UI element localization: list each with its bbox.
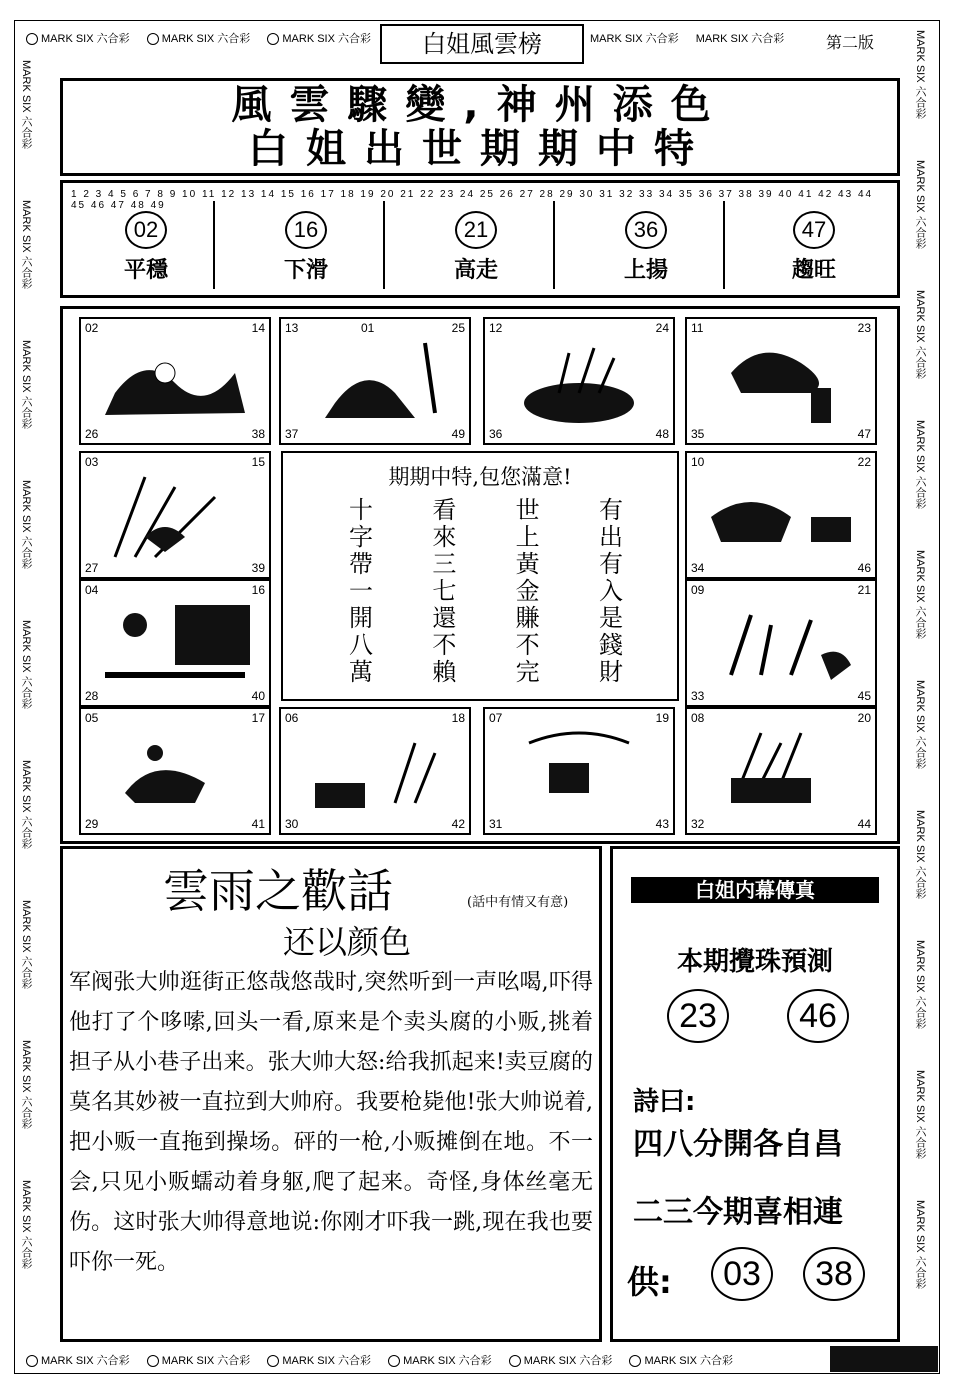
poem-column	[508, 497, 548, 691]
watermark: MARK SIX 六合彩	[20, 60, 32, 149]
card-number: 38	[251, 427, 265, 441]
poem-char: 還	[432, 604, 457, 632]
poem-column	[341, 497, 381, 691]
watermark: MARK SIX 六合彩	[20, 900, 32, 989]
card-number: 22	[857, 455, 871, 469]
poem-char: 萬	[349, 658, 373, 686]
poem-char: 八	[349, 631, 373, 659]
card-number: 25	[451, 321, 465, 335]
card-number: 46	[857, 561, 871, 575]
supply-number: 38	[803, 1247, 865, 1301]
picture-card	[279, 317, 471, 445]
number-bar	[60, 180, 900, 298]
card-number: 44	[857, 817, 871, 831]
tip-heading: 白姐内幕傳真	[631, 877, 879, 903]
pick-item	[223, 211, 389, 291]
watermark: MARK SIX 六合彩	[914, 30, 926, 119]
card-number: 18	[451, 711, 465, 725]
watermark: MARK SIX 六合彩	[914, 290, 926, 379]
pick-number: 16	[285, 211, 327, 249]
poem-char: 不	[515, 631, 540, 659]
card-number: 08	[691, 711, 705, 725]
watermark: MARK SIX 六合彩	[914, 1200, 926, 1289]
pick-label: 下滑	[283, 258, 328, 283]
ink-painting-icon	[95, 723, 255, 819]
card-number: 06	[285, 711, 299, 725]
watermark: MARK SIX 六合彩	[914, 550, 926, 639]
card-number: 13	[285, 321, 299, 335]
poem-char: 完	[515, 658, 540, 686]
slogan-box	[60, 78, 900, 176]
card-number: 03	[85, 455, 99, 469]
poem-char: 七	[432, 577, 457, 605]
watermark: MARK SIX 六合彩	[20, 480, 32, 569]
card-number: 23	[857, 321, 871, 335]
card-number: 21	[857, 583, 871, 597]
poem-columns	[341, 497, 631, 691]
ink-painting-icon	[499, 333, 659, 429]
watermark: MARK SIX 六合彩	[914, 680, 926, 769]
watermark: MARK SIX 六合彩	[26, 1352, 130, 1368]
card-number: 20	[857, 711, 871, 725]
pick-label: 高走	[453, 258, 498, 283]
poem-char: 黃	[515, 550, 540, 578]
card-number: 29	[85, 817, 99, 831]
ink-painting-icon	[95, 595, 255, 691]
card-number: 31	[489, 817, 503, 831]
card-number: 35	[691, 427, 705, 441]
poem-char: 財	[598, 658, 623, 686]
pick-label: 趨旺	[791, 258, 836, 283]
picture-card	[279, 707, 471, 835]
ink-painting-icon	[701, 595, 861, 691]
card-number: 37	[285, 427, 299, 441]
card-number: 41	[251, 817, 265, 831]
watermark: MARK SIX 六合彩	[914, 1070, 926, 1159]
card-number: 27	[85, 561, 99, 575]
page-title: 白姐風雲榜	[380, 24, 584, 64]
watermark: MARK SIX 六合彩	[509, 1352, 613, 1368]
poem-char: 字	[349, 523, 373, 551]
card-number: 07	[489, 711, 503, 725]
watermark: MARK SIX 六合彩	[629, 1352, 733, 1368]
poem-heading: 期期中特,包您滿意!	[388, 465, 572, 489]
watermark: MARK SIX 六合彩	[914, 160, 926, 249]
card-number: 14	[251, 321, 265, 335]
poem-char: 上	[515, 523, 540, 551]
card-number: 05	[85, 711, 99, 725]
story-title: 雲雨之歡話	[163, 864, 393, 918]
poem-char: 出	[598, 523, 623, 551]
forecast-number: 23	[667, 989, 729, 1043]
ink-painting-icon	[701, 333, 861, 429]
card-number: 15	[251, 455, 265, 469]
picture-card	[685, 579, 877, 707]
picture-card	[685, 317, 877, 445]
card-number: 01	[361, 321, 375, 335]
watermark: MARK SIX 六合彩	[914, 810, 926, 899]
slogan-line-1: 風雲驟變,神州添色	[231, 82, 729, 128]
poem-char: 不	[432, 631, 457, 659]
card-number: 30	[285, 817, 299, 831]
pick-label: 平穩	[123, 258, 168, 283]
card-number: 43	[655, 817, 669, 831]
card-number: 40	[251, 689, 265, 703]
poem-char: 是	[598, 604, 623, 632]
poem-label: 詩曰:	[633, 1087, 696, 1117]
card-number: 12	[489, 321, 503, 335]
card-number: 36	[489, 427, 503, 441]
card-number: 28	[85, 689, 99, 703]
card-number: 04	[85, 583, 99, 597]
story-text: 军阀张大帅逛街正悠哉悠哉时,突然听到一声吆喝,吓得他打了个哆嗦,回头一看,原来是个卖头腐的小贩,挑着担子从小巷子出来。张大帅大怒:给我抓起来!卖豆腐的莫名其妙被一直拉到大帅府。我要枪毙他!张大帅说着,把小贩一直拖到操场。砰的一枪,小贩摊倒在地。不一会,只见小贩蠕动着身躯,爬了起来。奇怪,身体丝毫无伤。这时张大帅得意地说:你刚才吓我一跳,现在我也要吓你一死。	[69, 970, 593, 1275]
picture-card	[79, 579, 271, 707]
poem-line: 四八分開各自昌	[633, 1127, 843, 1162]
watermark: MARK SIX 六合彩	[20, 620, 32, 709]
poem-char: 三	[432, 550, 457, 578]
tip-section	[610, 846, 900, 1342]
story-subtitle: 还以颜色	[283, 923, 412, 961]
number-strip: 1 2 3 4 5 6 7 8 9 10 11 12 13 14 15 16 17 18 19 20 21 22 23 24 25 26 27 28 29 30 31 32 33 34 35 36 37 38 39 40 41 42 43 44 45 46 47 48 49	[71, 189, 874, 211]
card-number: 49	[451, 427, 465, 441]
card-number: 47	[857, 427, 871, 441]
pick-item	[393, 211, 559, 291]
picture-card	[685, 707, 877, 835]
watermark: MARK SIX 六合彩	[914, 940, 926, 1029]
supply-label: 供:	[627, 1263, 672, 1301]
card-number: 02	[85, 321, 99, 335]
pick-item	[731, 211, 897, 291]
poem-char: 十	[349, 496, 373, 524]
card-number: 17	[251, 711, 265, 725]
picture-card	[79, 451, 271, 579]
poem-char: 錢	[598, 631, 623, 659]
pick-item	[563, 211, 729, 291]
pick-label: 上揚	[623, 258, 668, 283]
ink-painting-icon	[295, 333, 455, 429]
poem-char: 帶	[349, 550, 373, 578]
watermark: MARK SIX 六合彩	[20, 1180, 32, 1269]
picture-card	[685, 451, 877, 579]
poem-column	[591, 497, 631, 691]
watermark: MARK SIX 六合彩	[267, 30, 371, 46]
pick-number: 02	[125, 211, 167, 249]
watermark: MARK SIX 六合彩	[20, 1040, 32, 1129]
card-number: 32	[691, 817, 705, 831]
story-section	[60, 846, 602, 1342]
pick-item	[63, 211, 229, 291]
poem-column	[424, 497, 464, 691]
watermark: MARK SIX 六合彩	[20, 340, 32, 429]
ink-painting-icon	[701, 467, 861, 563]
watermark: MARK SIX 六合彩	[20, 200, 32, 289]
poem-char: 世	[515, 496, 540, 524]
card-number: 26	[85, 427, 99, 441]
card-number: 33	[691, 689, 705, 703]
picture-card	[483, 317, 675, 445]
picture-card	[483, 707, 675, 835]
center-poem	[281, 451, 679, 701]
picture-card	[79, 707, 271, 835]
ink-painting-icon	[701, 723, 861, 819]
watermark: MARK SIX 六合彩	[267, 1352, 371, 1368]
edition-label: 第二版	[826, 33, 875, 52]
poem-char: 入	[598, 577, 623, 605]
poem-line: 二三今期喜相連	[633, 1195, 843, 1230]
picture-card	[79, 317, 271, 445]
ink-painting-icon	[95, 467, 255, 563]
card-number: 42	[451, 817, 465, 831]
slogan-line-2: 白姐出世期期中特	[248, 126, 712, 172]
poem-char: 看	[432, 496, 457, 524]
ink-painting-icon	[95, 333, 255, 429]
poem-char: 賴	[432, 658, 457, 686]
supply-number: 03	[711, 1247, 773, 1301]
card-number: 45	[857, 689, 871, 703]
illustration-panel	[60, 306, 900, 844]
poem-char: 開	[349, 604, 373, 632]
watermark: MARK SIX 六合彩	[695, 33, 785, 45]
forecast-number: 46	[787, 989, 849, 1043]
card-number: 09	[691, 583, 705, 597]
watermark: MARK SIX 六合彩	[147, 30, 251, 46]
poem-char: 來	[432, 523, 457, 551]
card-number: 16	[251, 583, 265, 597]
poem-char: 有	[598, 550, 623, 578]
ink-painting-icon	[499, 723, 659, 819]
pick-number: 36	[625, 211, 667, 249]
pick-number: 21	[455, 211, 497, 249]
watermark: MARK SIX 六合彩	[388, 1352, 492, 1368]
watermark: MARK SIX 六合彩	[590, 33, 679, 45]
card-number: 11	[691, 321, 704, 335]
pick-number: 47	[793, 211, 835, 249]
poem-char: 金	[515, 577, 540, 605]
ink-painting-icon	[295, 723, 455, 819]
poem-char: 一	[349, 577, 373, 605]
forecast-label: 本期攪珠預測	[676, 947, 833, 977]
card-number: 10	[691, 455, 705, 469]
card-number: 24	[655, 321, 669, 335]
card-number: 39	[251, 561, 265, 575]
watermark: MARK SIX 六合彩	[914, 420, 926, 509]
poem-char: 賺	[515, 604, 540, 632]
watermark: MARK SIX 六合彩	[26, 30, 130, 46]
card-number: 34	[691, 561, 705, 575]
watermark: MARK SIX 六合彩	[147, 1352, 251, 1368]
story-note: (話中有情又有意)	[467, 895, 569, 910]
watermark: MARK SIX 六合彩	[20, 760, 32, 849]
poem-char: 有	[598, 496, 623, 524]
card-number: 48	[655, 427, 669, 441]
card-number: 19	[655, 711, 669, 725]
